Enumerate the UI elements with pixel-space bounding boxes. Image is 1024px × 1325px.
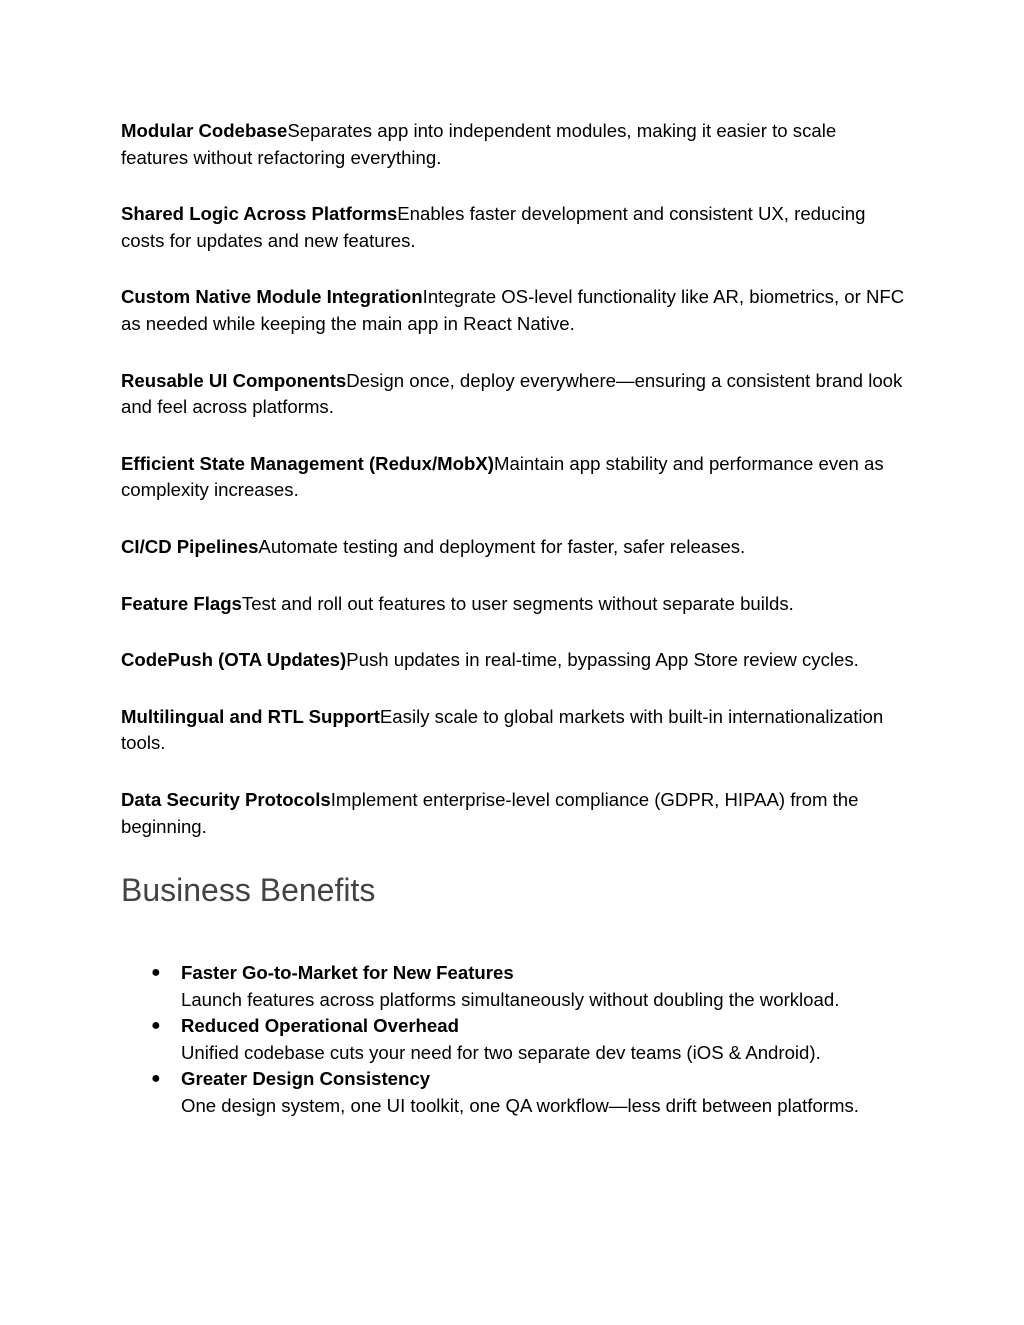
feature-description: Implement enterprise-level compliance (GDPR, HIPAA) from the beginning. <box>121 788 859 837</box>
feature-description: Enables faster development and consistent UX, reducing costs for updates and new features. <box>121 203 866 251</box>
feature-description: Integrate OS-level functionality like AR, biometrics, or NFC as needed while keeping the main app in React Native. <box>121 286 905 334</box>
benefit-description: Launch features across platforms simultaneously without doubling the workload. <box>181 988 840 1010</box>
benefit-title: Reduced Operational Overhead <box>181 1015 459 1037</box>
feature-title: Reusable UI Components <box>121 369 347 391</box>
feature-flags <box>121 591 906 618</box>
feature-state-management <box>121 451 906 504</box>
benefit-description: One design system, one UI toolkit, one QA workflow—less drift between platforms. <box>181 1095 859 1117</box>
benefit-title: Greater Design Consistency <box>181 1068 431 1090</box>
feature-description: Maintain app stability and performance even as complexity increases. <box>121 452 884 501</box>
feature-description: Separates app into independent modules, making it easier to scale features without refactoring everything. <box>121 120 837 168</box>
feature-description: Automate testing and deployment for faster, safer releases. <box>258 535 746 557</box>
feature-reusable-ui <box>121 368 906 421</box>
feature-description: Easily scale to global markets with built-in internationalization tools. <box>121 705 884 754</box>
feature-title: Shared Logic Across Platforms <box>121 203 398 225</box>
feature-multilingual <box>121 704 906 757</box>
feature-title: Feature Flags <box>121 592 242 614</box>
feature-description: Design once, deploy everywhere—ensuring a consistent brand look and feel across platforms. <box>121 369 903 418</box>
benefit-description: Unified codebase cuts your need for two separate dev teams (iOS & Android). <box>181 1041 821 1063</box>
feature-title: Data Security Protocols <box>121 788 331 810</box>
bullet-icon: ● <box>151 1017 161 1035</box>
feature-title: Multilingual and RTL Support <box>121 705 380 727</box>
feature-title: Efficient State Management (Redux/MobX) <box>121 452 494 474</box>
feature-modular-codebase <box>121 118 906 171</box>
benefits-list <box>121 960 906 1120</box>
list-item <box>121 1066 906 1119</box>
bullet-icon: ● <box>151 964 161 982</box>
feature-title: Custom Native Module Integration <box>121 286 423 308</box>
feature-title: Modular Codebase <box>121 120 288 141</box>
list-item <box>121 960 906 1013</box>
feature-title: CI/CD Pipelines <box>121 535 259 557</box>
feature-title: CodePush (OTA Updates) <box>121 649 347 671</box>
feature-codepush <box>121 647 906 674</box>
feature-shared-logic <box>121 201 906 254</box>
feature-data-security <box>121 787 906 840</box>
benefit-title: Faster Go-to-Market for New Features <box>181 962 514 984</box>
feature-ci-cd <box>121 534 906 561</box>
section-heading: Business Benefits <box>121 872 376 909</box>
feature-description: Test and roll out features to user segments without separate builds. <box>241 592 794 614</box>
feature-description: Push updates in real-time, bypassing App Store review cycles. <box>346 649 859 671</box>
list-item <box>121 1013 906 1066</box>
bullet-icon: ● <box>151 1070 161 1088</box>
document-page <box>121 118 906 1120</box>
feature-custom-native-module <box>121 284 906 337</box>
